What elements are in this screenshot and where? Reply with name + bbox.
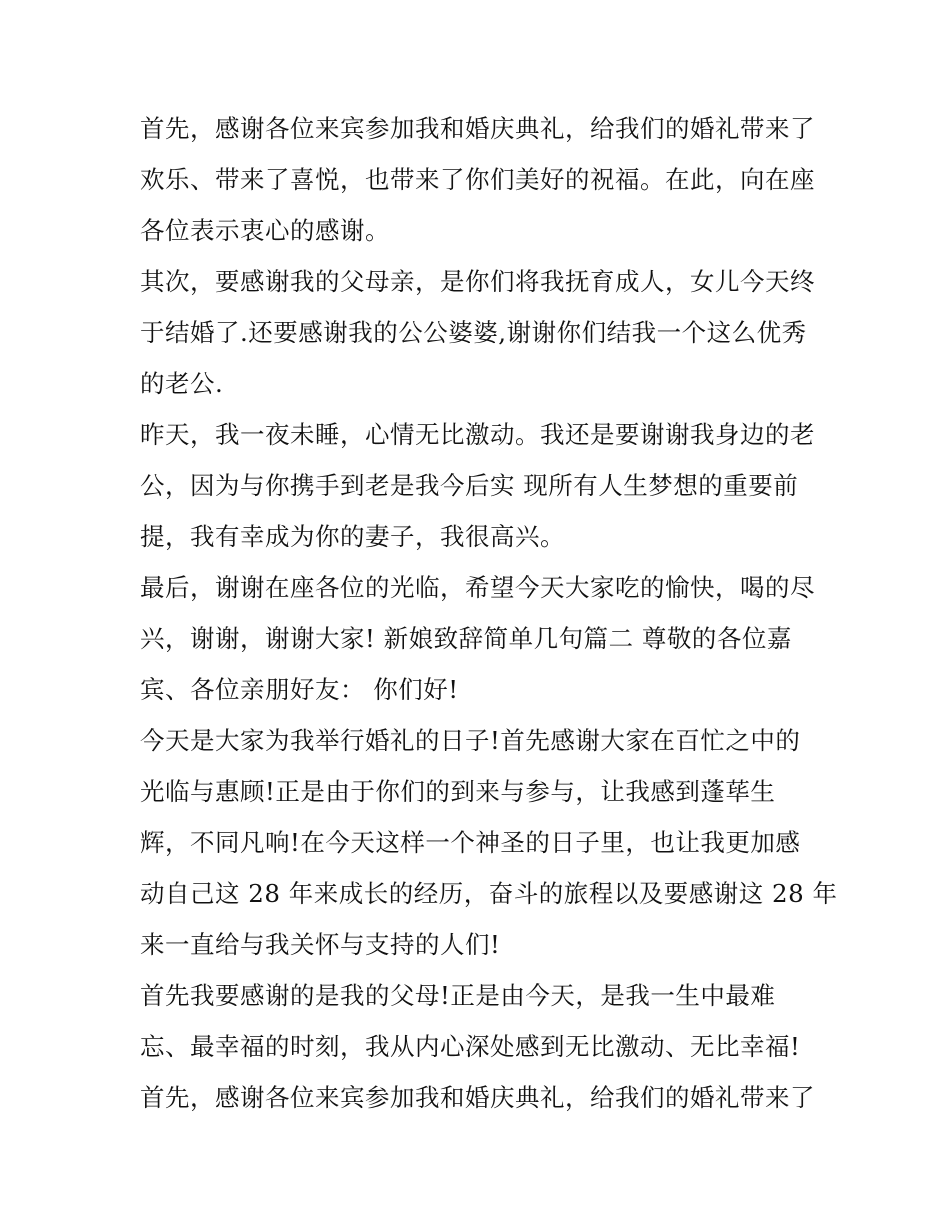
text-line: 首先，感谢各位来宾参加我和婚庆典礼，给我们的婚礼带来了 (140, 114, 815, 143)
text-line: 今天是大家为我举行婚礼的日子!首先感谢大家在百忙之中的 (140, 726, 801, 755)
text-line: 最后，谢谢在座各位的光临，希望今天大家吃的愉快，喝的尽 (140, 573, 815, 602)
text-line: 来一直给与我关怀与支持的人们! (140, 930, 501, 959)
document-body (140, 107, 838, 1127)
text-line: 光临与惠顾!正是由于你们的到来与参与，让我感到蓬荜生 (140, 777, 776, 806)
text-line: 欢乐、带来了喜悦，也带来了你们美好的祝福。在此，向在座 (140, 165, 815, 194)
text-line: 提，我有幸成为你的妻子，我很高兴。 (140, 522, 565, 551)
text-line: 首先我要感谢的是我的父母!正是由今天，是我一生中最难 (140, 981, 776, 1010)
text-line: 兴，谢谢，谢谢大家! 新娘致辞简单几句篇二 尊敬的各位嘉 (140, 624, 792, 653)
text-line: 首先，感谢各位来宾参加我和婚庆典礼，给我们的婚礼带来了 (140, 1083, 815, 1112)
text-line: 于结婚了.还要感谢我的公公婆婆,谢谢你们结我一个这么优秀 (140, 318, 807, 347)
text-line: 各位表示衷心的感谢。 (140, 216, 390, 245)
text-line: 的老公. (140, 369, 224, 398)
text-line: 动自己这 28 年来成长的经历，奋斗的旅程以及要感谢这 28 年 (140, 879, 838, 908)
text-line: 昨天，我一夜未睡，心情无比激动。我还是要谢谢我身边的老 (140, 420, 815, 449)
text-line: 公，因为与你携手到老是我今后实 现所有人生梦想的重要前 (140, 471, 799, 500)
text-line: 忘、最幸福的时刻，我从内心深处感到无比激动、无比幸福! (140, 1032, 801, 1061)
text-line: 宾、各位亲朋好友： 你们好! (140, 675, 459, 704)
text-line: 其次，要感谢我的父母亲，是你们将我抚育成人，女儿今天终 (140, 267, 815, 296)
text-line: 辉，不同凡响!在今天这样一个神圣的日子里，也让我更加感 (140, 828, 801, 857)
